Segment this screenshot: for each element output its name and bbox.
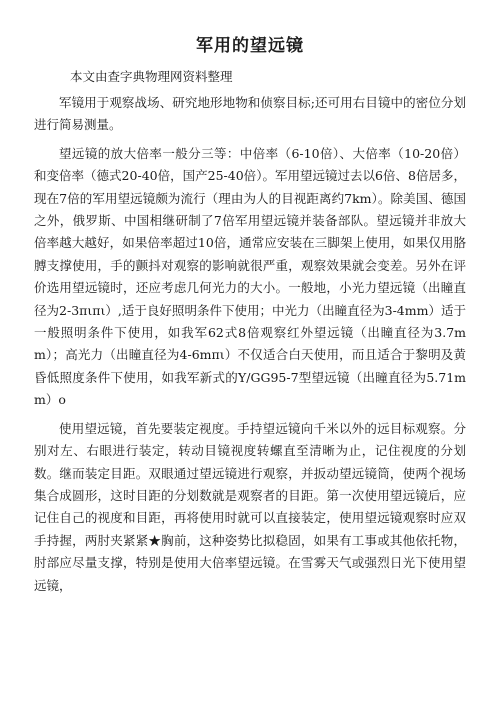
paragraph-1: 军镜用于观察战场、研究地形地物和侦察目标;还可用右目镜中的密位分划进行简易测量。 [34,95,466,133]
paragraph-2: 望远镜的放大倍率一般分三等：中倍率（6-10倍）、大倍率（10-20倍）和变倍率（德式20-40倍，国产25-40倍）。军用望远镜过去以6倍、8倍居多，现在7倍的军用望远镜颇为流行（理由为人的目视距离约7km）。除美国、德国之外，俄罗斯、中国相继研制了7倍军用望远镜并装备部队。望远镜并非放大倍率越大越好，如果倍率超过10倍，通常应安装在三脚架上使用，如果仅用胳膊支撑使用，手的颤抖对观察的影响就很严重，观察效果就会变差。另外在评价选用望远镜时，还应考虑几何光力的大小。一般地，小光力望远镜（出瞳直径为2-3πιπι）,适于良好照明条件下使用；中光力（出瞳直径为3-4mm）适于一般照明条件下使用，如我军62式8倍观察红外望远镜（出瞳直径为3.7mm）；高光力（出瞳直径为4-6mπι）不仅适合白天使用，而且适合于黎明及黄昏低照度条件下使用，如我军新式的Y/GG95-7型望远镜（出瞳直径为5.71mm）o [34,145,466,408]
paragraph-3: 使用望远镜，首先要装定视度。手持望远镜向千米以外的远目标观察。分别对左、右眼进行装定，转动目镜视度转螺直至清晰为止，记住视度的分划数。继而装定目距。双眼通过望远镜进行观察，并扳动望远镜筒，使两个视场集合成圆形，这时目距的分划数就是观察者的目距。第一次使用望远镜后，应记住自己的视度和目距，再将使用时就可以直接装定，使用望远镜观察时应双手持握，两肘夹紧紧★胸前，这种姿势比拟稳固，如果有工事或其他依托物，肘部应尽量支撑，特别是使用大倍率望远镜。在雪雾天气或强烈日光下使用望远镜， [34,420,466,593]
document-title: 军用的望远镜 [196,36,304,56]
document-subtitle: 本文由查字典物理网资料整理 [70,69,233,84]
document-page [34,34,466,603]
